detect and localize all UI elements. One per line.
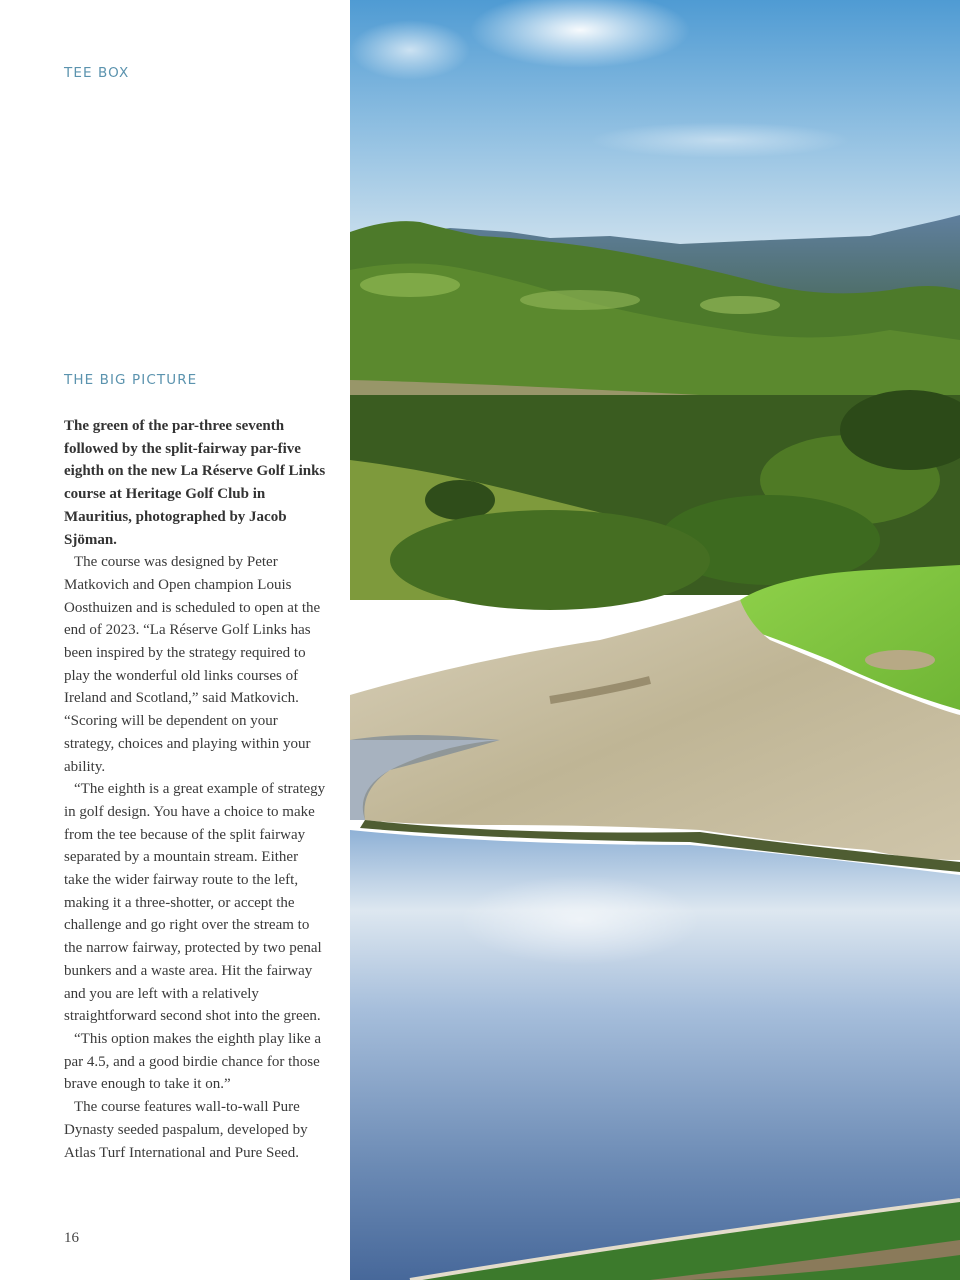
body-paragraph: “This option makes the eighth play like a par 4.5, and a good birdie chance for those brave enough to take it on.” bbox=[64, 1030, 322, 1093]
landscape-illustration bbox=[350, 0, 960, 1280]
body-paragraph: The course features wall-to-wall Pure Dynasty seeded paspalum, developed by Atlas Turf International and Pure Seed. bbox=[64, 1099, 308, 1161]
article-body bbox=[64, 415, 326, 1164]
text-column bbox=[0, 0, 350, 1280]
article-heading: THE BIG PICTURE bbox=[64, 372, 198, 388]
lead-caption: The green of the par-three seventh followed by the split-fairway par-five eighth on the new La Réserve Golf Links course at Heritage Golf Club in Mauritius, photographed by Jacob Sjöman. bbox=[64, 418, 326, 548]
body-paragraph: “The eighth is a great example of strategy in golf design. You have a choice to make from the tee because of the split fairway separated by a mountain stream. Either take the wider fairway route to the left, making it a three-shotter, or accept the challenge and go right over the stream to the narrow fairway, protected by two penal bunkers and a waste area. Hit the fairway and you are left with a relatively straightforward second shot into the green. bbox=[64, 781, 326, 1025]
hero-photo bbox=[350, 0, 960, 1280]
section-kicker: TEE BOX bbox=[64, 65, 130, 81]
page-number: 16 bbox=[64, 1230, 79, 1246]
body-paragraph: The course was designed by Peter Matkovich and Open champion Louis Oosthuizen and is scheduled to open at the end of 2023. “La Réserve Golf Links has been inspired by the strategy required to play the wonderful old links courses of Ireland and Scotland,” said Matkovich. “Scoring will be dependent on your strategy, choices and playing within your ability. bbox=[64, 554, 321, 775]
